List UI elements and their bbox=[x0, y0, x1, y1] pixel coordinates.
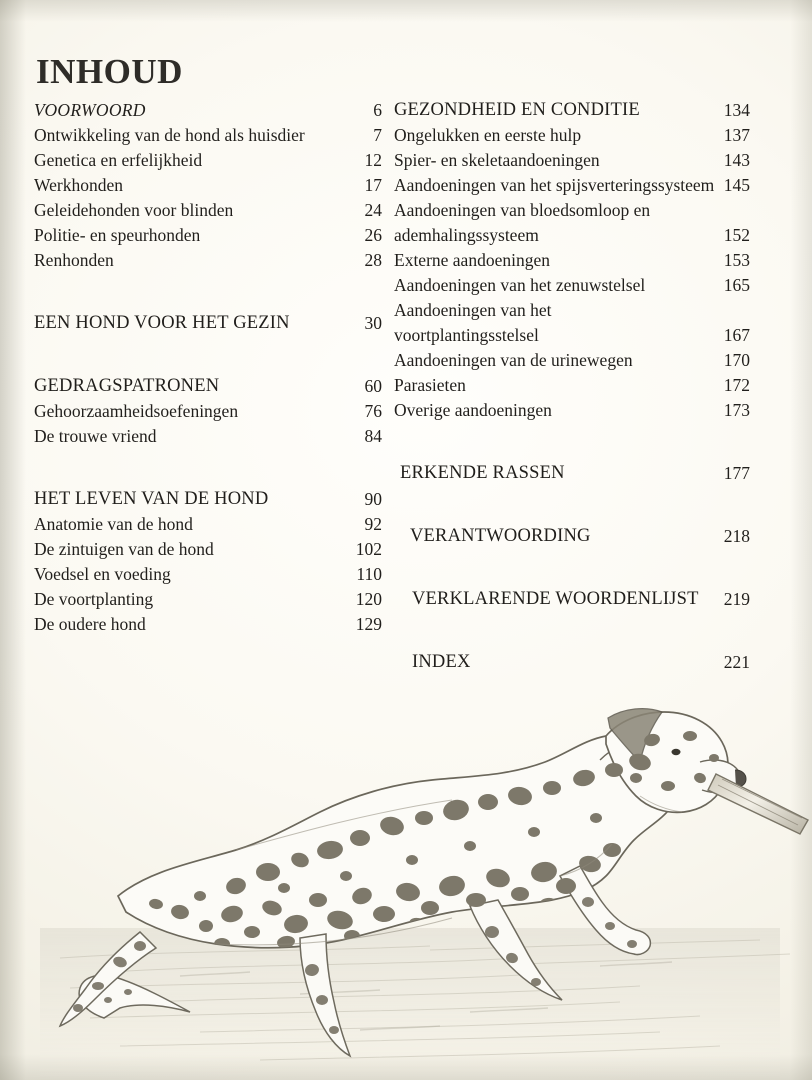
toc-spacer bbox=[34, 474, 382, 487]
toc-entry-label: Parasieten bbox=[394, 375, 466, 395]
toc-section[interactable] bbox=[34, 311, 382, 336]
toc-entry[interactable] bbox=[394, 398, 756, 423]
toc-entry-label: Spier- en skeletaandoeningen bbox=[394, 150, 600, 170]
toc-spacer bbox=[394, 423, 756, 448]
toc-section-label: INDEX bbox=[412, 652, 471, 672]
scan-edge-top bbox=[0, 0, 812, 22]
toc-entry-page: 167 bbox=[723, 325, 750, 345]
toc-entry-label: Aandoeningen van het zenuwstelsel bbox=[394, 275, 646, 295]
page-title: INHOUD bbox=[36, 52, 183, 91]
toc-entry-label: VOORWOORD bbox=[34, 100, 146, 120]
toc-section-page: 90 bbox=[364, 489, 382, 509]
toc-section-label: HET LEVEN VAN DE HOND bbox=[34, 489, 269, 509]
toc-entry-label: Aandoeningen van de urinewegen bbox=[394, 350, 633, 370]
toc-entry[interactable] bbox=[34, 98, 382, 123]
toc-entry-page: 102 bbox=[355, 539, 382, 559]
toc-section-page: 177 bbox=[723, 463, 750, 483]
toc-section-label: ERKENDE RASSEN bbox=[400, 463, 565, 483]
toc-entry-page: 76 bbox=[364, 401, 382, 421]
toc-spacer bbox=[34, 449, 382, 474]
toc-entry-label: De oudere hond bbox=[34, 614, 146, 634]
toc-entry-label: Genetica en erfelijkheid bbox=[34, 150, 203, 170]
toc-spacer bbox=[394, 549, 756, 574]
toc-entry-page: 170 bbox=[723, 350, 750, 370]
toc-entry[interactable] bbox=[394, 223, 756, 248]
toc-entry-label: Anatomie van de hond bbox=[34, 514, 193, 534]
toc-spacer bbox=[394, 637, 756, 650]
toc-entry-continuation[interactable] bbox=[394, 198, 756, 223]
toc-entry[interactable] bbox=[394, 173, 756, 198]
toc-entry-label: De trouwe vriend bbox=[34, 426, 157, 446]
toc-entry-page: 145 bbox=[723, 175, 750, 195]
toc-section-label: VERKLARENDE WOORDENLIJST bbox=[412, 589, 699, 609]
toc-entry-label: Aandoeningen van bloedsomloop en bbox=[394, 200, 651, 220]
toc-section[interactable] bbox=[34, 487, 382, 512]
toc-entry-page: 6 bbox=[373, 100, 382, 120]
toc-section-label: EEN HOND VOOR HET GEZIN bbox=[34, 313, 290, 333]
toc-section-label: GEDRAGSPATRONEN bbox=[34, 376, 220, 396]
toc-entry[interactable] bbox=[34, 562, 382, 587]
toc-entry[interactable] bbox=[394, 323, 756, 348]
toc-spacer bbox=[34, 336, 382, 361]
toc-section[interactable] bbox=[394, 98, 756, 123]
toc-section[interactable] bbox=[394, 650, 756, 675]
dog-illustration bbox=[0, 700, 812, 1080]
toc-entry-label: voortplantingsstelsel bbox=[394, 325, 539, 345]
toc-section-label: GEZONDHEID EN CONDITIE bbox=[394, 100, 640, 120]
toc-entry-page: 17 bbox=[364, 175, 382, 195]
toc-spacer bbox=[394, 612, 756, 637]
toc-entry-page: 26 bbox=[364, 225, 382, 245]
toc-entry[interactable] bbox=[34, 512, 382, 537]
toc-spacer bbox=[394, 448, 756, 461]
toc-column-right bbox=[394, 98, 756, 675]
toc-entry-page: 28 bbox=[364, 250, 382, 270]
toc-entry[interactable] bbox=[34, 123, 382, 148]
toc-entry-page: 7 bbox=[373, 125, 382, 145]
toc-entry-label: ademhalingssysteem bbox=[394, 225, 539, 245]
toc-column-left bbox=[34, 98, 382, 637]
toc-entry-page: 172 bbox=[723, 375, 750, 395]
toc-section-label: VERANTWOORDING bbox=[410, 526, 591, 546]
toc-entry[interactable] bbox=[34, 612, 382, 637]
toc-entry-label: Politie- en speurhonden bbox=[34, 225, 201, 245]
toc-entry-page: 165 bbox=[723, 275, 750, 295]
toc-section-page: 134 bbox=[723, 100, 750, 120]
toc-entry-label: Voedsel en voeding bbox=[34, 564, 171, 584]
toc-entry[interactable] bbox=[34, 198, 382, 223]
toc-section[interactable] bbox=[394, 461, 756, 486]
toc-section-page: 30 bbox=[364, 313, 382, 333]
toc-entry-page: 12 bbox=[364, 150, 382, 170]
toc-entry-page: 153 bbox=[723, 250, 750, 270]
toc-entry-label: De zintuigen van de hond bbox=[34, 539, 214, 559]
toc-entry[interactable] bbox=[394, 373, 756, 398]
toc-entry[interactable] bbox=[394, 123, 756, 148]
toc-entry-label: Externe aandoeningen bbox=[394, 250, 550, 270]
toc-section-page: 221 bbox=[723, 652, 750, 672]
toc-section[interactable] bbox=[34, 374, 382, 399]
toc-entry-label: Ongelukken en eerste hulp bbox=[394, 125, 582, 145]
toc-entry-page: 24 bbox=[364, 200, 382, 220]
toc-spacer bbox=[394, 486, 756, 511]
toc-entry[interactable] bbox=[34, 587, 382, 612]
toc-entry[interactable] bbox=[34, 537, 382, 562]
toc-entry-page: 84 bbox=[364, 426, 382, 446]
toc-section-page: 60 bbox=[364, 376, 382, 396]
toc-section-page: 218 bbox=[723, 526, 750, 546]
toc-section-page: 219 bbox=[723, 589, 750, 609]
toc-entry-label: Geleidehonden voor blinden bbox=[34, 200, 234, 220]
toc-entry-page: 173 bbox=[723, 400, 750, 420]
toc-entry-label: Renhonden bbox=[34, 250, 114, 270]
toc-entry-label: Gehoorzaamheidsoefeningen bbox=[34, 401, 239, 421]
toc-entry-page: 137 bbox=[723, 125, 750, 145]
toc-entry[interactable] bbox=[394, 148, 756, 173]
toc-spacer bbox=[34, 361, 382, 374]
toc-entry-label: De voortplanting bbox=[34, 589, 154, 609]
toc-entry[interactable] bbox=[34, 399, 382, 424]
toc-entry-page: 129 bbox=[355, 614, 382, 634]
toc-section[interactable] bbox=[394, 587, 756, 612]
toc-entry-label: Werkhonden bbox=[34, 175, 123, 195]
toc-spacer bbox=[34, 273, 382, 298]
toc-spacer bbox=[34, 298, 382, 311]
toc-entry-page: 110 bbox=[356, 564, 382, 584]
toc-section[interactable] bbox=[394, 524, 756, 549]
toc-spacer bbox=[394, 574, 756, 587]
toc-entry-page: 120 bbox=[355, 589, 382, 609]
toc-spacer bbox=[394, 511, 756, 524]
toc-entry-label: Aandoeningen van het bbox=[394, 300, 552, 320]
toc-entry-page: 152 bbox=[723, 225, 750, 245]
toc-entry-page: 92 bbox=[364, 514, 382, 534]
toc-entry[interactable] bbox=[394, 273, 756, 298]
toc-entry-label: Overige aandoeningen bbox=[394, 400, 552, 420]
toc-entry[interactable] bbox=[34, 148, 382, 173]
toc-entry[interactable] bbox=[34, 424, 382, 449]
toc-entry[interactable] bbox=[394, 348, 756, 373]
toc-entry-label: Ontwikkeling van de hond als huisdier bbox=[34, 125, 305, 145]
toc-entry-continuation[interactable] bbox=[394, 298, 756, 323]
toc-entry[interactable] bbox=[34, 248, 382, 273]
toc-entry[interactable] bbox=[394, 248, 756, 273]
toc-entry-label: Aandoeningen van het spijsverteringssysteem bbox=[394, 175, 715, 195]
toc-entry-page: 143 bbox=[723, 150, 750, 170]
stick bbox=[708, 774, 808, 834]
toc-entry[interactable] bbox=[34, 223, 382, 248]
toc-entry[interactable] bbox=[34, 173, 382, 198]
